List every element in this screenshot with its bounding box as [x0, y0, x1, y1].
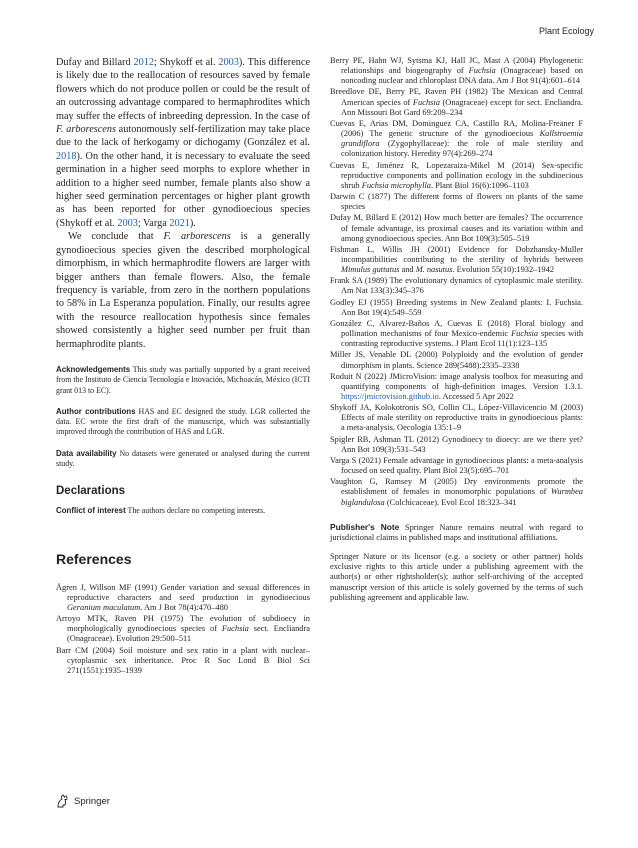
- citation-link[interactable]: 2003: [117, 217, 138, 229]
- text-run: is a generally gynodioecious species given the described morphological dimorphism, in which hermaphrodite flowers are larger with bigger anthers than female flowers. Also, the female frequency is variable, from zero in the northern populations to 58% in La Esperanza population. Finally, our results agree with the resource reallocation hypothesis since females showed consistently a higher seed number per fruit than hermaphrodite plants.: [56, 231, 310, 350]
- reference-item: Dufay M, Billard E (2012) How much better are females? The occurrence of female advantage, its proximal causes and its variation within and among gynodioecious species. Ann Bot 109(3):505–519: [330, 213, 583, 243]
- publishers-note-label: Publisher's Note: [330, 521, 400, 532]
- text-run: ; Shykoff et al.: [153, 57, 219, 68]
- declarations-heading: Declarations: [56, 485, 126, 498]
- citation-link[interactable]: 2018: [56, 150, 77, 162]
- text-run: ). This difference is likely due to the reallocation of resources saved by female flowers which do not produce pollen or could be the result of an outcrossing advantage compared to hermaphrodites which may suffer the effects of inbreeding depression. In the case of: [56, 57, 310, 122]
- publishers-note-text: Springer Nature remains neutral with regard to jurisdictional claims in published maps and institutional affiliations.: [330, 522, 584, 542]
- acknowledgements-text: This study was partially supported by a grant received from the Instituto de Ciencia Tecnología e Inovación, Michoacán, México (ICTI grant 013 to EC).: [56, 364, 310, 395]
- references-heading: References: [56, 550, 132, 567]
- left-column: [56, 56, 310, 677]
- reference-list: [56, 583, 310, 676]
- data-availability-label: Data availability: [56, 448, 117, 458]
- discussion-text: [56, 56, 310, 351]
- reference-url-link[interactable]: https://jmicrovision.github.io: [341, 392, 439, 401]
- publisher-name: Springer: [74, 795, 110, 807]
- acknowledgements-label: Acknowledgements: [56, 364, 131, 374]
- reference-item: Roduit N (2022) JMicroVision: image analysis toolbox for measuring and quantifying components of high-definition images. Version 1.3.1. https://jmicrovision.github.io. Accessed 5 Apr 2022: [330, 371, 583, 401]
- citation-link[interactable]: 2021: [169, 217, 190, 229]
- text-run: ).: [189, 217, 196, 229]
- acknowledgements: [56, 365, 310, 396]
- reference-item: Cuevas E, Jiménez R, Lopezaraiza-Mikel M (2014) Sex-specific reproductive components and pollination ecology in the subdioecious shrub Fuchsia microphylla. Plant Biol 16(6):1096–1103: [330, 160, 583, 190]
- paragraph-conclusion: [56, 230, 310, 351]
- citation-link[interactable]: 2012: [133, 57, 154, 68]
- reference-item: Vaughton G, Ramsey M (2005) Dry environments promote the establishment of females in monomorphic populations of Wurmbea biglandulosa (Colchicaceae). Evol Ecol 18:323–341: [330, 477, 583, 507]
- paragraph-discussion: [56, 56, 310, 230]
- reference-item: Breedlove DE, Berry PE, Raven PH (1982) The Mexican and Central American species of Fuchsia (Onagraceae) except for sect. Encliandra. Ann Missouri Bot Gard 69:209–234: [330, 87, 583, 117]
- conflict-label: Conflict of interest: [56, 506, 126, 516]
- reference-item: Cuevas E, Arias DM, Dominguez CA, Castillo RA, Molina-Freaner F (2006) The genetic structure of the gynodioecious Kallstroemia grandiflora (Zygophyllaceae): the role of male sterility and colonization history. Heredity 97(4):269–274: [330, 118, 583, 159]
- reference-item: Ågren J, Willson MF (1991) Gender variation and sexual differences in reproductive characters and seed production in gynodioecious Geranium maculatum. Am J Bot 78(4):470–480: [56, 582, 310, 612]
- text-run: ). On the other hand, it is necessary to evaluate the seed germination in a higher seed morphs to explore whether in addition to a higher seed number, female plants also show a higher seed germination percentages or higher plant growth as has been reported for other gynodioecious species (Shykoff et al.: [56, 150, 310, 229]
- species-name: F. arborescens: [163, 231, 231, 243]
- reference-item: Arroyo MTK, Raven PH (1975) The evolution of subdioecy in morphologically gynodioecious species of Fuchsia sect. Encliandra (Onagraceae). Evolution 29:500–511: [56, 614, 310, 644]
- text-run: We conclude that: [68, 231, 164, 243]
- reference-item: Spigler RB, Ashman TL (2012) Gynodioecy to dioecy: are we there yet? Ann Bot 109(3):531–543: [330, 434, 583, 454]
- springer-horse-icon: [56, 794, 69, 808]
- data-availability-text: No datasets were generated or analysed during the current study.: [56, 448, 310, 469]
- reference-item: Fishman L, Willis JH (2001) Evidence for Dobzhansky-Muller incompatibilities contributing to the sterility of hybrids between Mimulus guttatus and M. nasutus. Evolution 55(10):1932–1942: [330, 244, 583, 275]
- author-contributions-text: HAS and EC designed the study. LGR collected the data. EC wrote the first draft of the manuscript, which was substantially improved through the contribution of HAS and LGR.: [56, 406, 310, 437]
- author-contributions-label: Author contributions: [56, 406, 136, 416]
- reference-item: Miller JS, Venable DL (2000) Polyploidy and the evolution of gender dimorphism in plants. Science 289(5488):2335–2338: [330, 350, 583, 370]
- reference-item: Darwin C (1877) The different forms of flowers on plants of the same species: [330, 192, 583, 212]
- publishers-note: [330, 522, 583, 543]
- reference-item: Varga S (2021) Female advantage in gynodioecious plants: a meta-analysis focused on seed quality. Plant Biol 23(5):695–701: [330, 455, 583, 476]
- conflict-of-interest: [56, 506, 310, 516]
- reference-item: Godley EJ (1955) Breeding systems in New Zealand plants: I. Fuchsia. Ann Bot 19(4):549–559: [330, 297, 583, 317]
- right-column: [330, 56, 583, 611]
- publisher-footer: [56, 794, 110, 808]
- reference-item: Frank SA (1989) The evolutionary dynamics of cytoplasmic male sterility. Am Nat 133(3):345–376: [330, 276, 583, 296]
- text-run: Dufay and Billard: [56, 57, 134, 68]
- author-contributions: [56, 407, 310, 438]
- citation-link[interactable]: 2003: [218, 57, 239, 68]
- reference-item: Barr CM (2004) Soil moisture and sex ratio in a plant with nuclear–cytoplasmic sex inheritance. Proc R Soc Lond B Biol Sci 271(1551):1935–1939: [56, 645, 310, 675]
- rights-statement: Springer Nature or its licensor (e.g. a society or other partner) holds exclusive rights to this article under a publishing agreement with the author(s) or other rightsholder(s); author self-archiving of the accepted manuscript version of this article is solely governed by the terms of such publishing agreement and applicable law.: [330, 552, 583, 602]
- reference-list: [330, 56, 583, 508]
- reference-item: González C, Alvarez-Baños A, Cuevas E (2018) Floral biology and pollination mechanisms of four Mexico-endemic Fuchsia species with contrasting reproductive systems. J Plant Ecol 11(1):123–135: [330, 318, 584, 349]
- conflict-text: The authors declare no competing interests.: [125, 506, 266, 516]
- reference-item: Berry PE, Hahn WJ, Sytsma KJ, Hall JC, Mast A (2004) Phylogenetic relationships and biogeography of Fuchsia (Onagraceae) based on noncoding nuclear and chloroplast DNA data. Am J Bot 91(4):601–614: [330, 56, 583, 86]
- text-run: ; Varga: [137, 217, 170, 229]
- reference-item: Shykoff JA, Kolokotronis SO, Collin CL, López-Villavicencio M (2003) Effects of male sterility on reproductive traits in gynodioecious plants: a meta-analysis. Oecologia 135:1–9: [330, 403, 583, 433]
- data-availability: [56, 449, 310, 470]
- species-name: F. arborescens: [56, 124, 116, 136]
- journal-name: Plant Ecology: [538, 26, 594, 36]
- text-run: autonomously self-fertilization may take place due to the lack of herkogamy or dichogamy (González et al.: [56, 124, 310, 149]
